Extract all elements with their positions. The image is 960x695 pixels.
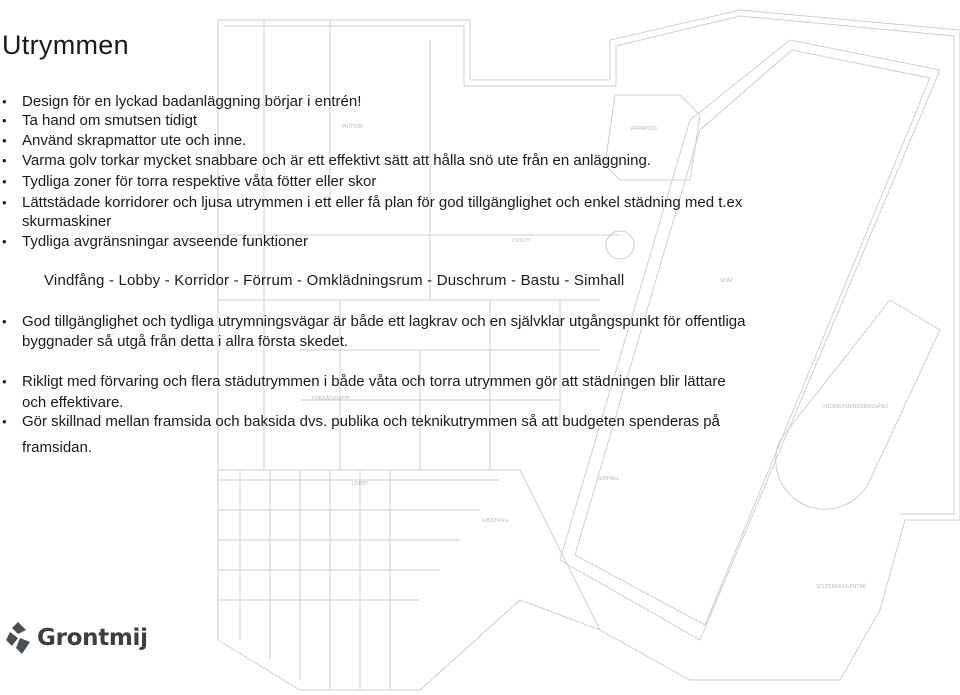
- bullet-item: • Varma golv torkar mycket snabbare och är ett effektivt sätt att hålla snö ute från en anläggning.: [22, 151, 651, 171]
- plan-label-forrad: FÖRRÅD/KAFFE: [312, 396, 351, 402]
- plan-label-solterrass: SOLTERRASS/ENTRÉ: [816, 584, 867, 590]
- bullet-item-continuation: framsidan.: [22, 439, 93, 456]
- page-title: Utrymmen: [2, 30, 129, 60]
- bullet-item: • Tydliga zoner för torra respektive våta fötter eller skor: [22, 172, 376, 192]
- plan-label-dusch: DUSCH: [512, 238, 530, 244]
- plan-label-lobby: LOBBY: [352, 481, 369, 487]
- bullet-item: • Design för en lyckad badanläggning börjar i entrén!: [22, 92, 361, 112]
- grontmij-logo: [4, 620, 148, 656]
- bullet-item: • Ta hand om smutsen tidigt: [22, 111, 197, 131]
- bullet-item: • Lättstädade korridorer och ljusa utrymmen i ett eller få plan för god tillgänglighet och enkel städning med t.ex: [22, 193, 742, 213]
- bullet-item: • Använd skrapmattor ute och inne.: [22, 131, 246, 151]
- plan-label-motion: MOTION: [342, 124, 363, 130]
- bullet-item: • Gör skillnad mellan framsida och baksida dvs. publika och teknikutrymmen så att budgeten spenderas på: [22, 412, 720, 432]
- grontmij-mark-icon: [4, 620, 32, 656]
- bullet-item: • Rikligt med förvaring och flera städutrymmen i både våta och torra utrymmen gör att städningen blir lättare: [22, 372, 726, 392]
- function-flow: Vindfång - Lobby - Korridor - Förrum - Omklädningsrum - Duschrum - Bastu - Simhall: [44, 272, 625, 289]
- plan-label-undervisning: UNDERVISNINGSBASSÄNG: [822, 404, 889, 410]
- bullet-item: • Tydliga avgränsningar avseende funktioner: [22, 232, 308, 252]
- bullet-item-continuation: och effektivare.: [22, 394, 124, 411]
- bullet-item-continuation: skurmaskiner: [22, 213, 112, 230]
- plan-label-varmpool: VÄRMPOOL: [630, 126, 658, 132]
- bullet-item: • God tillgänglighet och tydliga utrymningsvägar är både ett lagkrav och en självklar utgångspunkt för offentliga: [22, 312, 746, 332]
- bullet-item-continuation: byggnader så utgå från detta i allra första skedet.: [22, 333, 349, 350]
- plan-label-vindfang: VINDFÅNG: [482, 518, 509, 524]
- plan-label-simhall: SIMHALL: [598, 476, 620, 482]
- logo-wordmark: Grontmij: [37, 625, 148, 651]
- pool-band: [560, 40, 940, 640]
- plan-label-skap: SKÅP: [720, 278, 733, 284]
